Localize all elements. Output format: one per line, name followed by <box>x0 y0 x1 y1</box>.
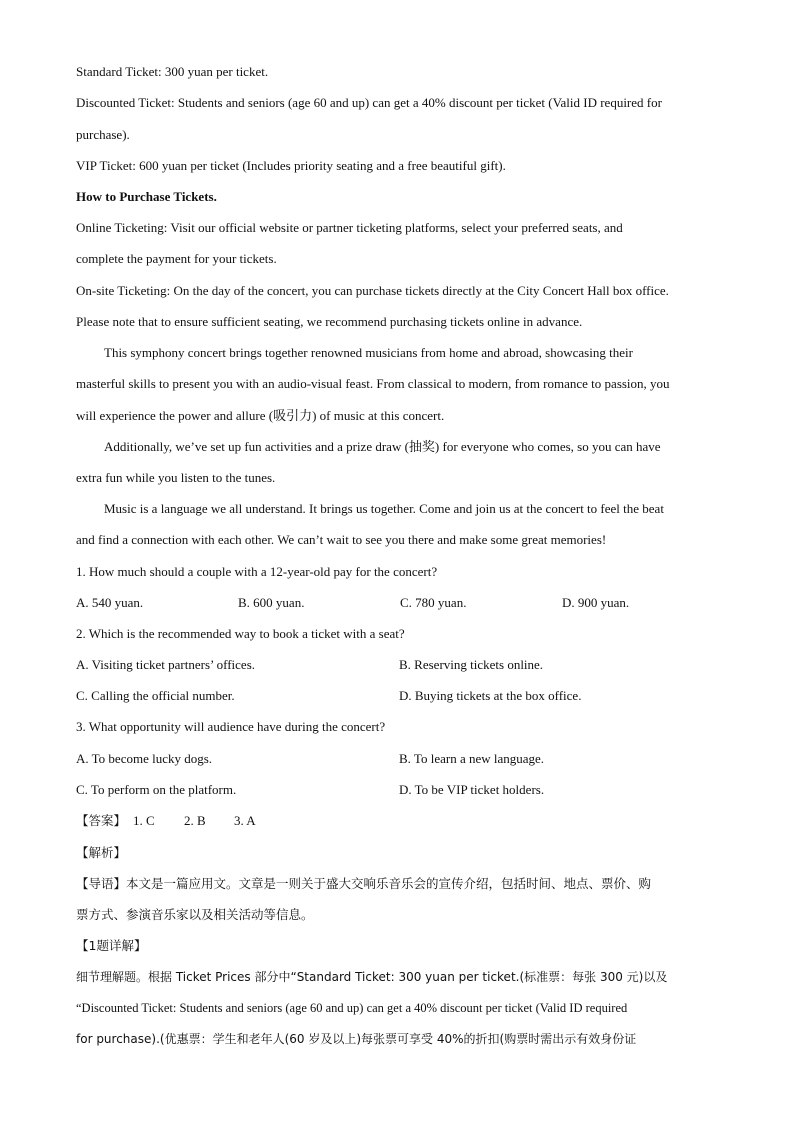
paragraph-2-line-1: Additionally, we’ve set up fun activities and a prize draw (抽奖) for everyone who comes, so you can have <box>104 439 661 454</box>
question-3-stem: 3. What opportunity will audience have during the concert? <box>76 719 386 734</box>
answer-item-1: 1. C <box>133 813 155 828</box>
paragraph-3-line-2: and find a connection with each other. We can’t wait to see you there and make some great memories! <box>76 532 607 547</box>
question-1-option-b: B. 600 yuan. <box>238 595 305 610</box>
answer-item-2: 2. B <box>184 813 206 828</box>
paragraph-2-line-2: extra fun while you listen to the tunes. <box>76 470 276 485</box>
question-2-stem: 2. Which is the recommended way to book a ticket with a seat? <box>76 626 405 641</box>
question-2-option-c: C. Calling the official number. <box>76 688 235 703</box>
question-3-option-d: D. To be VIP ticket holders. <box>399 782 545 797</box>
discount-ticket-line: Discounted Ticket: Students and seniors (age 60 and up) can get a 40% discount per ticket (Valid ID required for <box>76 95 662 110</box>
paragraph-3-line-1: Music is a language we all understand. It brings us together. Come and join us at the concert to feel the beat <box>104 501 664 516</box>
question-1-detail-line-3: for purchase).(优惠票：学生和老年人(60 岁及以上)每张票可享受 40%的折扣(购票时需出示有效身份证 <box>76 1032 637 1046</box>
guide-line-2: 票方式、参演音乐家以及相关活动等信息。 <box>76 907 314 922</box>
purchase-heading: How to Purchase Tickets. <box>76 189 217 204</box>
question-1-option-a: A. 540 yuan. <box>76 595 144 610</box>
online-ticketing-line: Online Ticketing: Visit our official website or partner ticketing platforms, select your preferred seats, and <box>76 220 623 235</box>
paragraph-1-line-2: masterful skills to present you with an audio-visual feast. From classical to modern, from romance to passion, you <box>76 376 670 391</box>
paragraph-1-line-1: This symphony concert brings together renowned musicians from home and abroad, showcasing their <box>104 345 633 360</box>
question-3-option-a: A. To become lucky dogs. <box>76 751 213 766</box>
analysis-label: 【解析】 <box>76 845 127 860</box>
question-3-option-b: B. To learn a new language. <box>399 751 545 766</box>
online-ticketing-line-2: complete the payment for your tickets. <box>76 251 277 266</box>
question-1-option-d: D. 900 yuan. <box>562 595 630 610</box>
vip-ticket-line: VIP Ticket: 600 yuan per ticket (Includes priority seating and a free beautiful gift). <box>76 158 506 173</box>
discount-ticket-line-2: purchase). <box>76 127 130 142</box>
question-2-option-b: B. Reserving tickets online. <box>399 657 544 672</box>
standard-ticket-line: Standard Ticket: 300 yuan per ticket. <box>76 64 269 79</box>
guide-line-1: 【导语】本文是一篇应用文。文章是一则关于盛大交响乐音乐会的宣传介绍，包括时间、地点、票价、购 <box>76 876 652 891</box>
onsite-ticketing-line: On-site Ticketing: On the day of the concert, you can purchase tickets directly at the City Concert Hall box office. <box>76 283 669 298</box>
question-1-stem: 1. How much should a couple with a 12-year-old pay for the concert? <box>76 564 438 579</box>
paragraph-1-line-3: will experience the power and allure (吸引力) of music at this concert. <box>76 408 445 423</box>
question-2-option-a: A. Visiting ticket partners’ offices. <box>76 657 256 672</box>
answer-label: 【答案】 <box>76 813 127 828</box>
question-2-option-d: D. Buying tickets at the box office. <box>399 688 582 703</box>
question-1-detail-line-1: 细节理解题。根据 Ticket Prices 部分中“Standard Ticket: 300 yuan per ticket.(标准票：每张 300 元)以及 <box>76 970 668 984</box>
question-1-option-c: C. 780 yuan. <box>400 595 467 610</box>
question-1-detail-line-2: “Discounted Ticket: Students and seniors (age 60 and up) can get a 40% discount per ticket (Valid ID required <box>76 1001 628 1015</box>
answer-item-3: 3. A <box>234 813 256 828</box>
question-1-detail-label: 【1题详解】 <box>76 938 147 953</box>
onsite-ticketing-line-2: Please note that to ensure sufficient seating, we recommend purchasing tickets online in advance. <box>76 314 583 329</box>
question-3-option-c: C. To perform on the platform. <box>76 782 237 797</box>
